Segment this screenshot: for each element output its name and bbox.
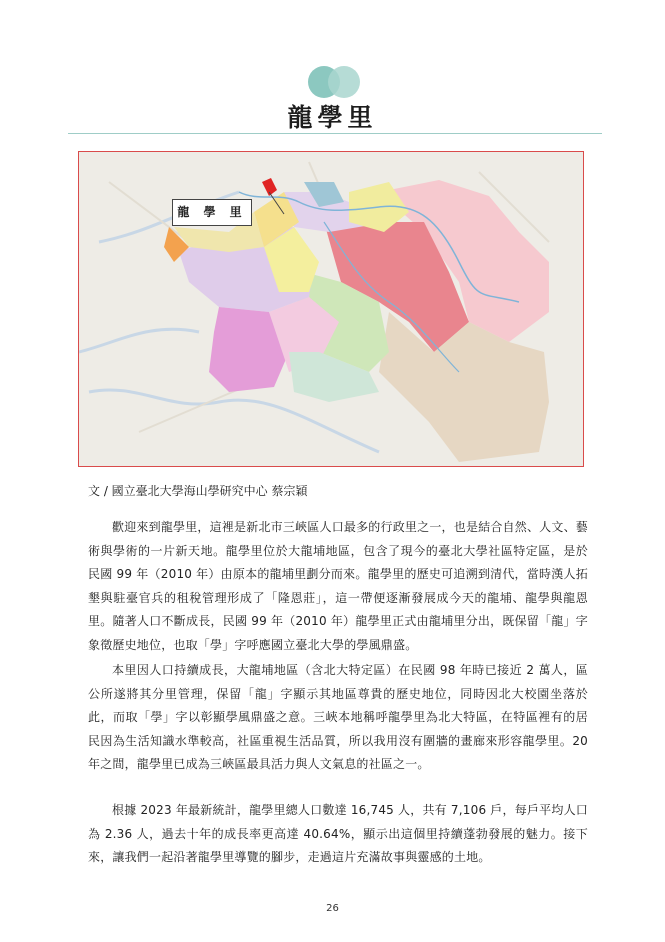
body-paragraph: 根據 2023 年最新統計，龍學里總人口數達 16,745 人，共有 7,106 戶，每戶平均人口為 2.36 人，過去十年的成長率更高達 40.64%，顯示出這個里持續蓬勃發展的魅力。接下來，讓我們一起沿著龍學里導覽的腳步，走過這片充滿故事與靈感的土地。	[88, 803, 588, 864]
overlapping-circles-logo-icon	[308, 66, 360, 98]
district-map	[78, 151, 584, 467]
district-map-graphic	[79, 152, 584, 467]
map-village-label: 龍 學 里	[172, 199, 252, 226]
page-number: 26	[326, 903, 339, 914]
author-byline: 文 / 國立臺北大學海山學研究中心 蔡宗穎	[88, 484, 308, 498]
body-paragraph: 歡迎來到龍學里，這裡是新北市三峽區人口最多的行政里之一，也是結合自然、人文、藝術與學術的一片新天地。龍學里位於大龍埔地區，包含了現今的臺北大學社區特定區，是於民國 99 年（2010 年）由原本的龍埔里劃分而來。龍學里的歷史可追溯到清代，當時漢人拓墾與駐臺官兵的租稅管理形成了「隆恩莊」，這一帶便逐漸發展成今天的龍埔、龍學與龍恩里。隨著人口不斷成長，民國 99 年（2010 年）龍學里正式由龍埔里分出，既保留「龍」字象徵歷史地位，也取「學」字呼應國立臺北大學的學風鼎盛。	[88, 520, 588, 652]
page-title: 龍學里	[287, 103, 378, 132]
body-paragraph: 本里因人口持續成長，大龍埔地區（含北大特定區）在民國 98 年時已接近 2 萬人，區公所遂將其分里管理，保留「龍」字顯示其地區尊貴的歷史地位，同時因北大校園坐落於此，而取「學」字以彰顯學風鼎盛之意。三峽本地稱呼龍學里為北大特區，在特區裡有的居民因為生活知識水準較高，社區重視生活品質，所以我用沒有圍牆的畫廊來形容龍學里。20 年之間，龍學里已成為三峽區最具活力與人文氣息的社區之一。	[88, 663, 588, 771]
title-divider	[68, 133, 602, 134]
